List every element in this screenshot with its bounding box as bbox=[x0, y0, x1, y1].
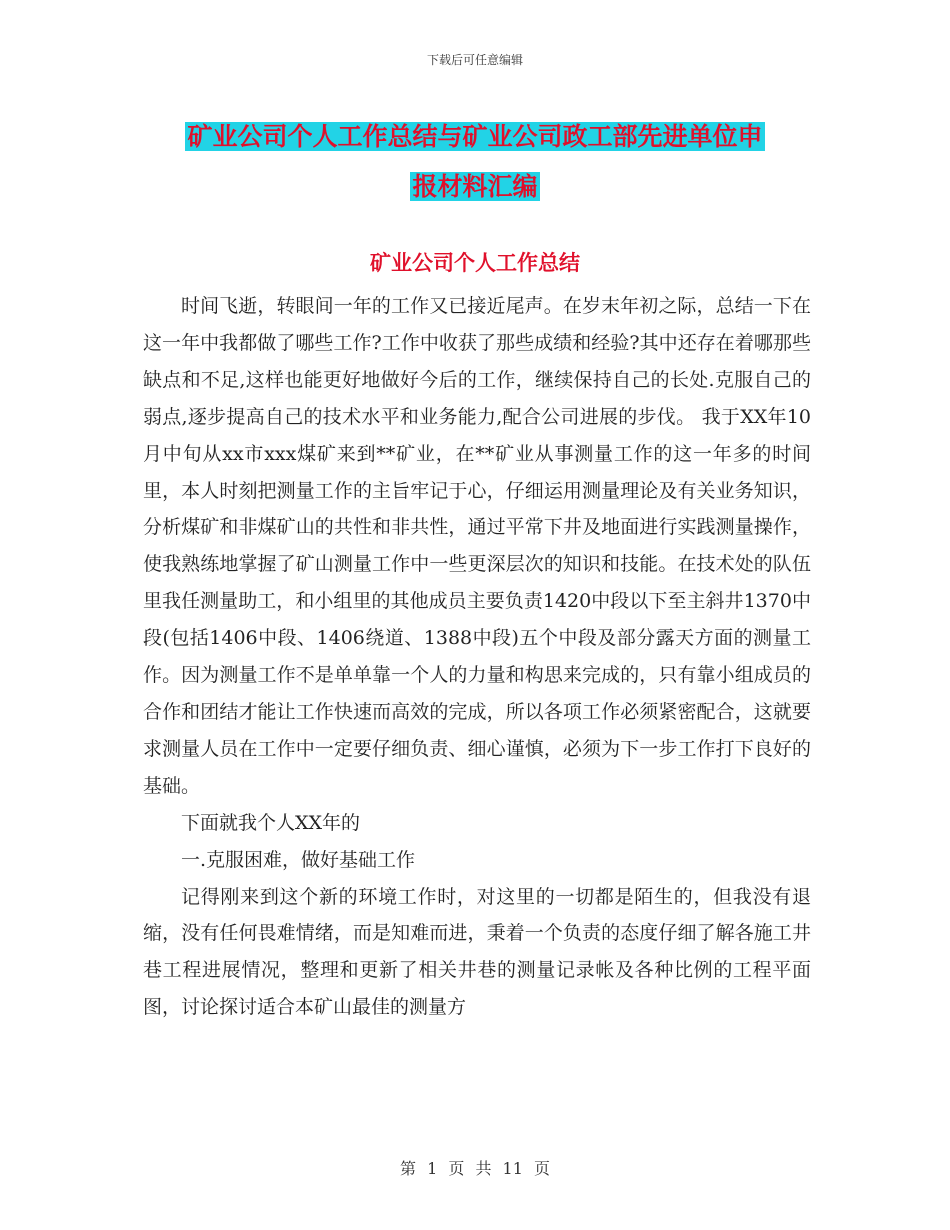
document-title-line-2: 报材料汇编 bbox=[412, 172, 538, 201]
page-header-note: 下载后可任意编辑 bbox=[426, 53, 523, 67]
body-paragraph: 时间飞逝，转眼间一年的工作又已接近尾声。在岁末年初之际，总结一下在这一年中我都做了哪些工作?工作中收获了那些成绩和经验?其中还存在着哪那些缺点和不足,这样也能更好地做好今后的工作，继续保持自己的长处.克服自己的弱点,逐步提高自己的技术水平和业务能力,配合公司进展的步伐。 我于XX年10月中旬从xx市xxx煤矿来到**矿业，在**矿业从事测量工作的这一年多的时间里，本人时刻把测量工作的主旨牢记于心，仔细运用测量理论及有关业务知识，分析煤矿和非煤矿山的共性和非共性，通过平常下井及地面进行实践测量操作，使我熟练地掌握了矿山测量工作中一些更深层次的知识和技能。在技术处的队伍里我任测量助工，和小组里的其他成员主要负责1420中段以下至主斜井1370中段(包括1406中段、1406绕道、1388中段)五个中段及部分露天方面的测量工作。因为测量工作不是单单靠一个人的力量和构思来完成的，只有靠小组成员的合作和团结才能让工作快速而高效的完成，所以各项工作必须紧密配合，这就要求测量人员在工作中一定要仔细负责、细心谨慎，必须为下一步工作打下良好的基础。 bbox=[143, 295, 811, 797]
body-paragraph: 一.克服困难，做好基础工作 bbox=[181, 848, 416, 871]
document-title-line-1: 矿业公司个人工作总结与矿业公司政工部先进单位申 bbox=[187, 122, 763, 151]
document-body bbox=[143, 288, 811, 1026]
document-title bbox=[140, 112, 810, 212]
body-paragraph: 下面就我个人XX年的 bbox=[181, 811, 361, 834]
page-number-footer: 第 1 页 共 11 页 bbox=[400, 1159, 550, 1178]
body-paragraph: 记得刚来到这个新的环境工作时，对这里的一切都是陌生的，但我没有退缩，没有任何畏难情绪，而是知难而进，秉着一个负责的态度仔细了解各施工井巷工程进展情况，整理和更新了相关井巷的测量记录帐及各种比例的工程平面图，讨论探讨适合本矿山最佳的测量方 bbox=[143, 885, 811, 1019]
section-title: 矿业公司个人工作总结 bbox=[370, 251, 580, 275]
